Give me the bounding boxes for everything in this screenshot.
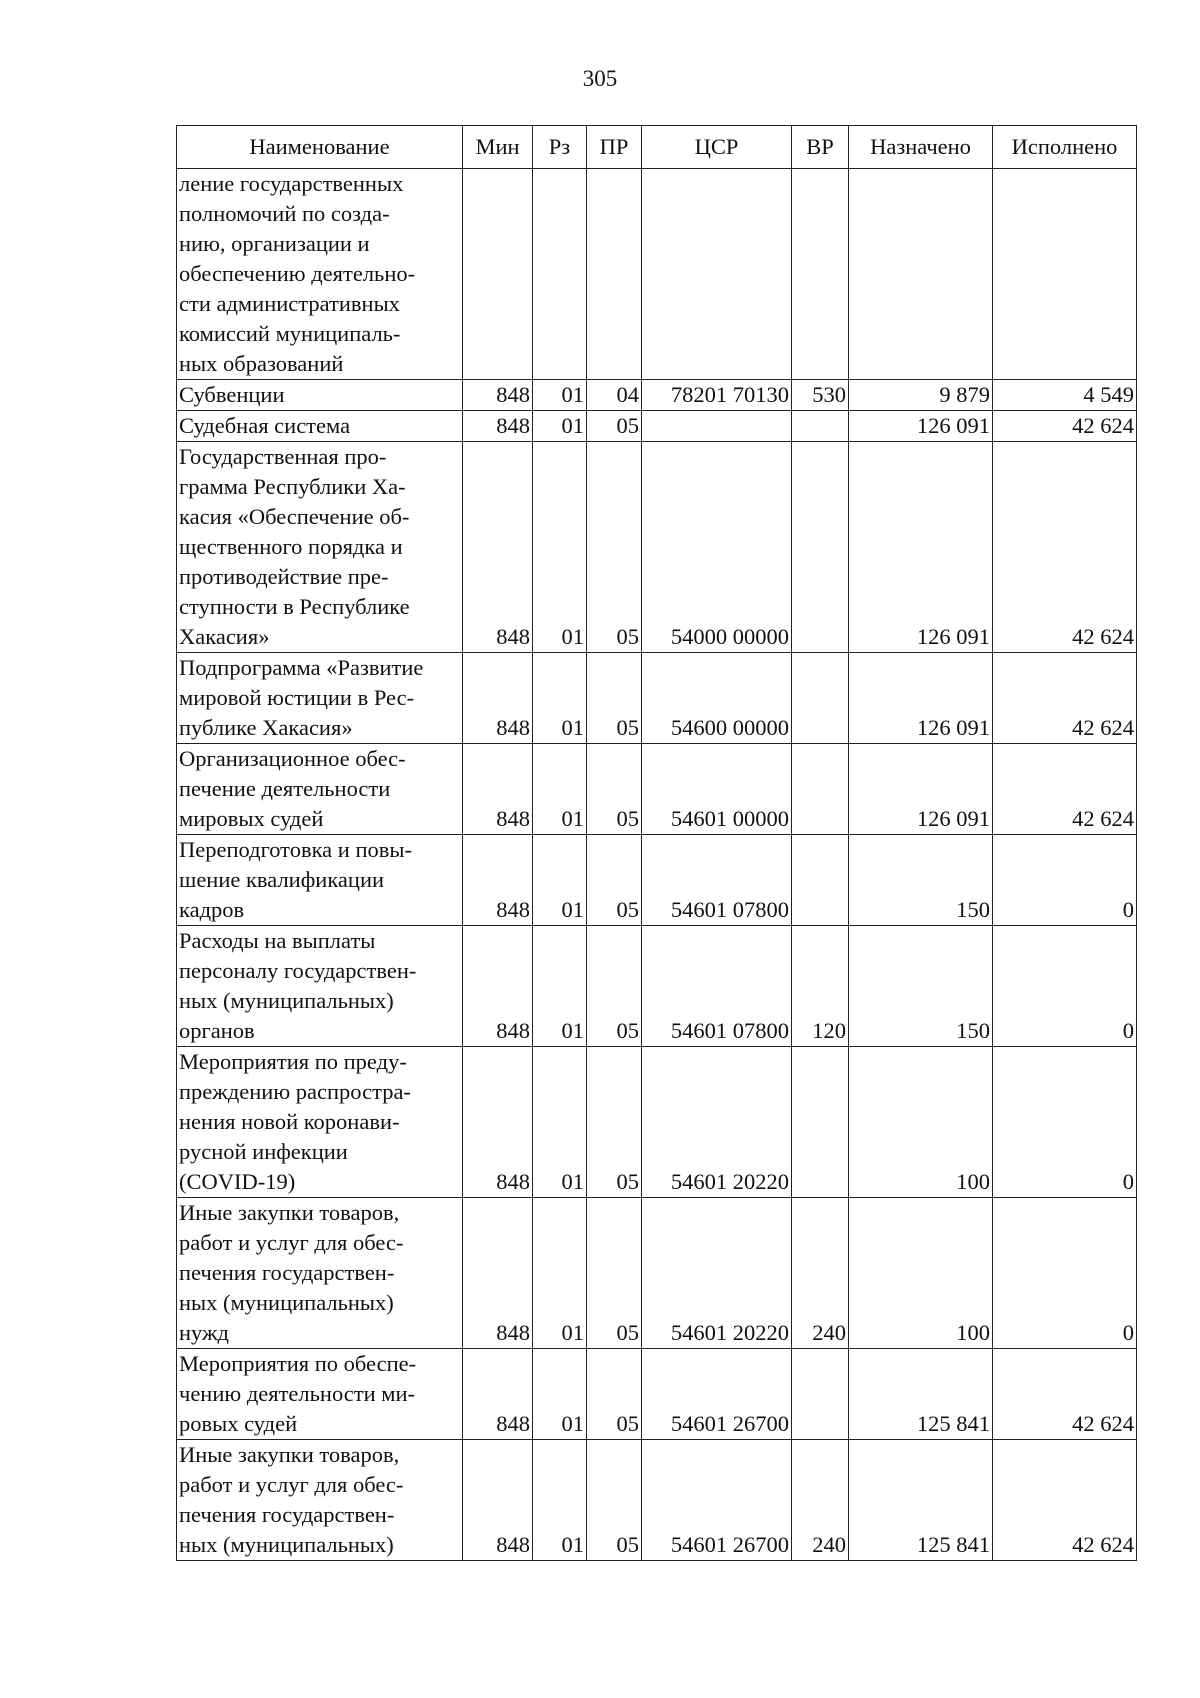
- cell-assigned: 100: [849, 1047, 993, 1198]
- cell-name-line: мировых судей: [179, 806, 324, 831]
- cell-vr: [792, 442, 849, 653]
- cell-rz: 01: [533, 744, 587, 835]
- cell-name-line: Расходы на выплаты: [179, 928, 376, 953]
- cell-rz: 01: [533, 653, 587, 744]
- table-row: [177, 1440, 1137, 1561]
- cell-min: 848: [463, 1440, 533, 1561]
- cell-executed: [993, 169, 1137, 380]
- cell-name-line: Хакасия»: [179, 624, 270, 649]
- cell-vr: [792, 1047, 849, 1198]
- cell-csr: [642, 411, 792, 442]
- cell-name-line: сти административных: [179, 291, 400, 316]
- cell-rz: [533, 169, 587, 380]
- cell-vr: [792, 169, 849, 380]
- cell-vr: 530: [792, 380, 849, 411]
- cell-name-line: Мероприятия по обеспе-: [179, 1351, 417, 1376]
- budget-table: [176, 125, 1137, 1561]
- cell-name-line: Переподготовка и повы-: [179, 837, 412, 862]
- cell-csr: 54601 26700: [642, 1440, 792, 1561]
- cell-name-line: щественного порядка и: [179, 534, 403, 559]
- cell-assigned: 100: [849, 1198, 993, 1349]
- cell-csr: 78201 70130: [642, 380, 792, 411]
- cell-pr: 05: [587, 411, 642, 442]
- table-row: [177, 653, 1137, 744]
- cell-executed: 0: [993, 1198, 1137, 1349]
- cell-vr: 240: [792, 1440, 849, 1561]
- cell-name-line: (COVID-19): [179, 1169, 296, 1194]
- table-row: [177, 1349, 1137, 1440]
- table-row: [177, 411, 1137, 442]
- cell-name-line: преждению распростра-: [179, 1079, 411, 1104]
- cell-name-line: грамма Республики Ха-: [179, 474, 406, 499]
- cell-executed: 0: [993, 926, 1137, 1047]
- col-header-pr: ПР: [587, 126, 642, 169]
- cell-pr: 05: [587, 442, 642, 653]
- cell-min: [463, 169, 533, 380]
- cell-rz: 01: [533, 411, 587, 442]
- cell-executed: 0: [993, 835, 1137, 926]
- cell-csr: 54601 07800: [642, 926, 792, 1047]
- cell-executed: 42 624: [993, 1349, 1137, 1440]
- table-body: [177, 169, 1137, 1561]
- cell-name-line: Организационное обес-: [179, 746, 406, 771]
- cell-executed: 0: [993, 1047, 1137, 1198]
- cell-min: 848: [463, 1047, 533, 1198]
- cell-rz: 01: [533, 1047, 587, 1198]
- cell-name-line: нения новой коронави-: [179, 1109, 400, 1134]
- cell-min: 848: [463, 653, 533, 744]
- cell-name-line: обеспечению деятельно-: [179, 261, 416, 286]
- cell-csr: 54601 20220: [642, 1198, 792, 1349]
- cell-name-line: противодействие пре-: [179, 564, 389, 589]
- cell-vr: 240: [792, 1198, 849, 1349]
- cell-assigned: 125 841: [849, 1440, 993, 1561]
- cell-name-line: нужд: [179, 1320, 229, 1345]
- cell-name-line: Государственная про-: [179, 444, 387, 469]
- cell-vr: 120: [792, 926, 849, 1047]
- cell-executed: 42 624: [993, 442, 1137, 653]
- cell-name-line: Иные закупки товаров,: [179, 1200, 400, 1225]
- cell-min: 848: [463, 411, 533, 442]
- table-row: [177, 835, 1137, 926]
- cell-name-line: комиссий муниципаль-: [179, 321, 401, 346]
- cell-pr: 05: [587, 926, 642, 1047]
- cell-name-line: ных (муниципальных): [179, 1290, 394, 1315]
- cell-rz: 01: [533, 380, 587, 411]
- cell-csr: 54601 00000: [642, 744, 792, 835]
- cell-name-line: мировой юстиции в Рес-: [179, 685, 415, 710]
- cell-name: [177, 926, 463, 1047]
- cell-csr: 54600 00000: [642, 653, 792, 744]
- cell-rz: 01: [533, 1198, 587, 1349]
- cell-name: [177, 744, 463, 835]
- cell-min: 848: [463, 926, 533, 1047]
- cell-name-line: шение квалификации: [179, 867, 385, 892]
- col-header-csr: ЦСР: [642, 126, 792, 169]
- cell-assigned: 126 091: [849, 744, 993, 835]
- cell-min: 848: [463, 380, 533, 411]
- cell-csr: 54601 07800: [642, 835, 792, 926]
- header-row: [177, 126, 1137, 169]
- cell-pr: 05: [587, 1349, 642, 1440]
- cell-name: [177, 1198, 463, 1349]
- cell-name-line: нию, организации и: [179, 231, 370, 256]
- cell-executed: 42 624: [993, 1440, 1137, 1561]
- cell-pr: 05: [587, 835, 642, 926]
- cell-name-line: ных образований: [179, 351, 344, 376]
- cell-assigned: 126 091: [849, 442, 993, 653]
- cell-name-line: ных (муниципальных): [179, 988, 394, 1013]
- cell-name: [177, 411, 463, 442]
- cell-rz: 01: [533, 442, 587, 653]
- cell-min: 848: [463, 835, 533, 926]
- cell-name: [177, 169, 463, 380]
- cell-min: 848: [463, 1198, 533, 1349]
- cell-rz: 01: [533, 1440, 587, 1561]
- cell-name-line: полномочий по созда-: [179, 201, 390, 226]
- cell-pr: [587, 169, 642, 380]
- cell-csr: 54601 20220: [642, 1047, 792, 1198]
- col-header-min: Мин: [463, 126, 533, 169]
- cell-csr: [642, 169, 792, 380]
- cell-vr: [792, 1349, 849, 1440]
- cell-assigned: [849, 169, 993, 380]
- cell-name-line: публике Хакасия»: [179, 715, 353, 740]
- col-header-assigned: Назначено: [849, 126, 993, 169]
- cell-rz: 01: [533, 926, 587, 1047]
- col-header-vr: ВР: [792, 126, 849, 169]
- cell-name-line: русной инфекции: [179, 1139, 348, 1164]
- cell-pr: 04: [587, 380, 642, 411]
- cell-name-line: ступности в Республике: [179, 594, 410, 619]
- cell-rz: 01: [533, 835, 587, 926]
- col-header-rz: Рз: [533, 126, 587, 169]
- cell-vr: [792, 835, 849, 926]
- table-row: [177, 744, 1137, 835]
- table-row: [177, 926, 1137, 1047]
- cell-pr: 05: [587, 744, 642, 835]
- cell-min: 848: [463, 1349, 533, 1440]
- cell-name-line: ровых судей: [179, 1411, 298, 1436]
- cell-name-line: Субвенции: [179, 382, 285, 407]
- cell-name-line: Подпрограмма «Развитие: [179, 655, 424, 680]
- cell-name-line: ных (муниципальных): [179, 1532, 394, 1557]
- cell-pr: 05: [587, 653, 642, 744]
- col-header-executed: Исполнено: [993, 126, 1137, 169]
- cell-assigned: 125 841: [849, 1349, 993, 1440]
- table-row: [177, 169, 1137, 380]
- cell-csr: 54601 26700: [642, 1349, 792, 1440]
- cell-name-line: Судебная система: [179, 413, 351, 438]
- cell-name-line: работ и услуг для обес-: [179, 1472, 404, 1497]
- cell-name-line: печения государствен-: [179, 1260, 395, 1285]
- cell-name-line: работ и услуг для обес-: [179, 1230, 404, 1255]
- cell-name-line: печение деятельности: [179, 776, 391, 801]
- cell-pr: 05: [587, 1198, 642, 1349]
- cell-name-line: органов: [179, 1018, 255, 1043]
- cell-assigned: 9 879: [849, 380, 993, 411]
- cell-name: [177, 653, 463, 744]
- cell-name: [177, 1047, 463, 1198]
- cell-rz: 01: [533, 1349, 587, 1440]
- table-row: [177, 1047, 1137, 1198]
- cell-min: 848: [463, 442, 533, 653]
- cell-name-line: чению деятельности ми-: [179, 1381, 416, 1406]
- cell-name-line: Иные закупки товаров,: [179, 1442, 400, 1467]
- table-row: [177, 380, 1137, 411]
- cell-pr: 05: [587, 1440, 642, 1561]
- cell-name-line: персоналу государствен-: [179, 958, 417, 983]
- cell-executed: 42 624: [993, 411, 1137, 442]
- cell-assigned: 126 091: [849, 411, 993, 442]
- cell-assigned: 150: [849, 926, 993, 1047]
- cell-vr: [792, 653, 849, 744]
- cell-name-line: ление государственных: [179, 171, 404, 196]
- cell-name-line: печения государствен-: [179, 1502, 395, 1527]
- cell-pr: 05: [587, 1047, 642, 1198]
- cell-vr: [792, 411, 849, 442]
- cell-executed: 42 624: [993, 653, 1137, 744]
- cell-assigned: 150: [849, 835, 993, 926]
- cell-name: [177, 1349, 463, 1440]
- cell-vr: [792, 744, 849, 835]
- cell-csr: 54000 00000: [642, 442, 792, 653]
- cell-min: 848: [463, 744, 533, 835]
- col-header-name: Наименование: [177, 126, 463, 169]
- cell-name-line: касия «Обеспечение об-: [179, 504, 410, 529]
- cell-executed: 4 549: [993, 380, 1137, 411]
- cell-assigned: 126 091: [849, 653, 993, 744]
- cell-name: [177, 835, 463, 926]
- cell-name: [177, 442, 463, 653]
- table-row: [177, 442, 1137, 653]
- cell-name: [177, 1440, 463, 1561]
- cell-name-line: кадров: [179, 897, 245, 922]
- cell-name-line: Мероприятия по преду-: [179, 1049, 407, 1074]
- cell-executed: 42 624: [993, 744, 1137, 835]
- table-row: [177, 1198, 1137, 1349]
- cell-name: [177, 380, 463, 411]
- page-number: 305: [582, 66, 618, 91]
